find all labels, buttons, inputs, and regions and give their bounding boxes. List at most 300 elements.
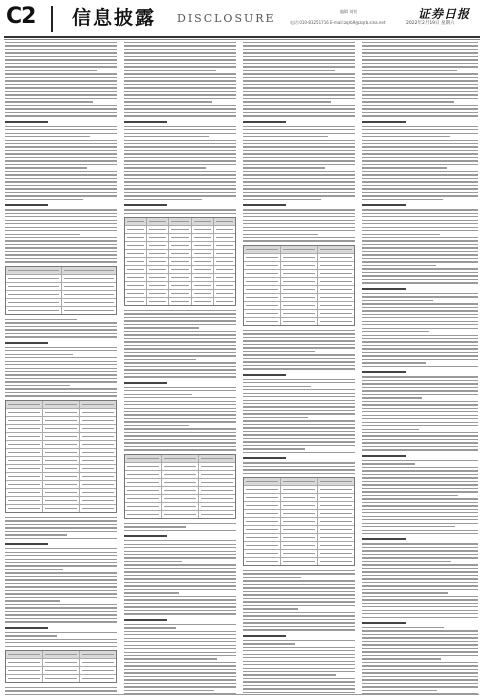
text-line xyxy=(5,244,117,245)
text-line xyxy=(5,199,83,200)
table-cell xyxy=(6,283,62,290)
text-line xyxy=(362,491,478,492)
text-line xyxy=(243,45,355,46)
text-line xyxy=(362,408,478,409)
table-cell xyxy=(281,254,318,261)
table-row xyxy=(125,226,235,234)
table-cell xyxy=(80,675,116,682)
text-line xyxy=(5,552,117,553)
table-cell xyxy=(214,298,235,305)
text-line xyxy=(124,157,236,158)
paragraph-heading xyxy=(124,382,167,384)
text-line xyxy=(362,627,444,628)
text-line xyxy=(362,613,478,614)
text-line xyxy=(243,66,355,67)
text-line xyxy=(124,42,236,43)
text-line xyxy=(5,188,117,189)
text-line xyxy=(243,153,355,154)
text-line xyxy=(243,413,355,414)
table-cell xyxy=(125,258,147,265)
text-line xyxy=(362,185,478,186)
text-line xyxy=(124,613,236,614)
text-line xyxy=(243,403,355,404)
text-line xyxy=(362,80,478,81)
text-line xyxy=(5,538,117,539)
text-line xyxy=(124,686,236,687)
text-line xyxy=(5,687,117,688)
text-line xyxy=(362,324,478,325)
text-line xyxy=(5,607,117,608)
text-line xyxy=(243,441,355,442)
text-line xyxy=(362,383,478,384)
text-line xyxy=(243,622,355,623)
table-cell xyxy=(199,455,235,462)
text-line xyxy=(124,199,202,200)
text-line xyxy=(243,605,355,606)
table-cell xyxy=(80,401,116,408)
text-line xyxy=(124,596,236,597)
table-row xyxy=(6,473,116,481)
text-line xyxy=(362,592,448,593)
table-cell xyxy=(43,417,80,424)
text-line xyxy=(362,105,478,106)
table-cell xyxy=(244,558,281,565)
table-cell xyxy=(318,534,354,541)
text-line xyxy=(362,293,478,294)
text-line xyxy=(5,112,117,113)
table-cell xyxy=(6,505,43,512)
text-line xyxy=(124,676,236,677)
table-cell xyxy=(244,318,281,325)
text-line xyxy=(124,80,236,81)
text-line xyxy=(362,648,478,649)
text-line xyxy=(243,668,355,669)
text-line xyxy=(243,643,295,644)
text-line xyxy=(362,314,478,315)
text-line xyxy=(5,618,117,619)
text-line xyxy=(362,275,478,276)
table-row xyxy=(125,290,235,298)
text-line xyxy=(362,240,478,241)
text-line xyxy=(5,531,117,532)
text-line xyxy=(243,406,355,407)
table-cell xyxy=(80,659,116,666)
text-line xyxy=(362,307,478,308)
text-line xyxy=(362,335,478,336)
table-cell xyxy=(80,497,116,504)
text-line xyxy=(124,324,236,325)
table-cell xyxy=(169,282,191,289)
text-line xyxy=(124,414,236,415)
text-line xyxy=(362,435,478,436)
table-cell xyxy=(244,270,281,277)
text-line xyxy=(362,578,478,579)
text-line xyxy=(243,340,355,341)
table-cell xyxy=(281,310,318,317)
table-row xyxy=(6,481,116,489)
text-line xyxy=(243,445,355,446)
table-cell xyxy=(43,465,80,472)
text-line xyxy=(124,369,236,370)
text-line xyxy=(362,387,478,388)
text-line xyxy=(362,495,458,496)
text-line xyxy=(124,341,236,342)
table-cell xyxy=(244,494,281,501)
table-cell xyxy=(244,534,281,541)
text-line xyxy=(124,544,236,545)
text-line xyxy=(5,565,117,566)
text-line xyxy=(5,604,117,605)
text-line xyxy=(243,382,355,383)
text-line xyxy=(5,42,117,43)
text-line xyxy=(243,400,355,401)
text-line xyxy=(5,548,117,549)
table-row xyxy=(125,298,235,305)
text-line xyxy=(362,84,478,85)
table-cell xyxy=(192,226,214,233)
text-line xyxy=(124,178,236,179)
text-line xyxy=(5,520,117,521)
table-row xyxy=(6,457,116,465)
table-cell xyxy=(147,298,169,305)
table-cell xyxy=(244,518,281,525)
section-title-en: DISCLOSURE xyxy=(177,12,276,25)
text-line xyxy=(124,631,236,632)
paragraph-heading xyxy=(362,288,406,290)
text-line xyxy=(243,427,355,428)
text-line xyxy=(243,98,355,99)
table-row xyxy=(244,286,354,294)
text-line xyxy=(362,547,478,548)
text-line xyxy=(362,59,478,60)
table-cell xyxy=(80,505,116,512)
text-line xyxy=(5,129,117,130)
text-line xyxy=(362,575,478,576)
text-line xyxy=(124,547,236,548)
text-line xyxy=(362,153,478,154)
table-row xyxy=(6,409,116,417)
text-line xyxy=(362,317,478,318)
text-line xyxy=(124,390,236,391)
text-line xyxy=(243,56,355,57)
text-line xyxy=(124,624,236,625)
table-cell xyxy=(43,425,80,432)
table-row xyxy=(244,246,354,254)
text-line xyxy=(124,568,236,569)
text-line xyxy=(124,143,236,144)
text-line xyxy=(124,195,236,196)
text-line xyxy=(243,234,318,235)
text-line xyxy=(362,662,478,663)
text-line xyxy=(243,438,355,439)
text-line xyxy=(124,45,236,46)
text-line xyxy=(243,42,355,43)
paragraph-heading xyxy=(243,204,286,206)
text-line xyxy=(362,321,478,322)
text-line xyxy=(243,63,355,64)
table-cell xyxy=(199,495,235,502)
table-cell xyxy=(162,503,199,510)
text-line xyxy=(124,129,236,130)
text-line xyxy=(243,220,355,221)
text-line xyxy=(362,557,478,558)
text-line xyxy=(243,195,355,196)
text-line xyxy=(362,220,478,221)
text-line xyxy=(5,322,117,323)
text-line xyxy=(5,237,117,238)
text-line xyxy=(362,126,478,127)
table-row xyxy=(6,307,116,314)
table-cell xyxy=(62,267,117,274)
text-line xyxy=(243,424,355,425)
table-row xyxy=(6,667,116,675)
text-line xyxy=(124,174,236,175)
table-cell xyxy=(281,526,318,533)
text-line xyxy=(362,42,478,43)
text-line xyxy=(243,594,355,595)
text-line xyxy=(5,527,117,528)
text-line xyxy=(362,272,478,273)
text-line xyxy=(124,645,236,646)
text-line xyxy=(5,52,117,53)
article-column-2 xyxy=(124,42,236,694)
text-line xyxy=(124,557,236,558)
text-line xyxy=(5,690,117,691)
table-row xyxy=(125,274,235,282)
text-line xyxy=(124,338,236,339)
table-cell xyxy=(244,310,281,317)
text-line xyxy=(362,303,478,304)
text-line xyxy=(362,474,478,475)
text-line xyxy=(5,84,117,85)
text-line xyxy=(362,115,478,116)
text-line xyxy=(362,331,429,332)
text-line xyxy=(243,347,355,348)
text-line xyxy=(362,505,478,506)
table-cell xyxy=(244,526,281,533)
text-line xyxy=(243,601,355,602)
text-line xyxy=(243,192,355,193)
text-line xyxy=(362,571,478,572)
text-line xyxy=(5,357,117,358)
text-line xyxy=(362,143,478,144)
text-line xyxy=(5,171,117,172)
table-cell xyxy=(43,449,80,456)
table-cell xyxy=(199,511,235,518)
table-cell xyxy=(318,502,354,509)
text-line xyxy=(362,223,478,224)
text-line xyxy=(5,49,117,50)
text-line xyxy=(362,644,478,645)
table-row xyxy=(244,270,354,278)
table-cell xyxy=(318,254,354,261)
text-line xyxy=(124,627,176,628)
table-cell xyxy=(125,298,147,305)
text-line xyxy=(362,543,478,544)
text-line xyxy=(362,45,478,46)
table-cell xyxy=(125,511,162,518)
table-row xyxy=(125,242,235,250)
section-title: 信息披露 xyxy=(72,7,157,29)
table-cell xyxy=(318,246,354,253)
text-line xyxy=(243,587,355,588)
text-line xyxy=(243,73,355,74)
table-row xyxy=(244,318,354,325)
paragraph-heading xyxy=(124,204,167,206)
text-line xyxy=(124,140,236,141)
text-line xyxy=(243,94,355,95)
text-line xyxy=(243,626,355,627)
table-cell xyxy=(43,675,80,682)
text-line xyxy=(5,392,117,393)
text-line xyxy=(124,397,236,398)
text-line xyxy=(243,619,355,620)
text-line xyxy=(5,361,117,362)
table-cell xyxy=(318,550,354,557)
text-line xyxy=(362,247,478,248)
text-line xyxy=(5,227,117,228)
table-cell xyxy=(244,254,281,261)
text-line xyxy=(362,348,478,349)
table-cell xyxy=(6,291,62,298)
table-cell xyxy=(6,417,43,424)
table-cell xyxy=(80,489,116,496)
table-cell xyxy=(43,505,80,512)
text-line xyxy=(124,355,236,356)
table-row xyxy=(6,449,116,457)
text-line xyxy=(124,439,236,440)
text-line xyxy=(5,569,63,570)
text-line xyxy=(5,611,117,612)
text-line xyxy=(5,66,117,67)
text-line xyxy=(362,146,478,147)
text-line xyxy=(243,230,355,231)
table-row xyxy=(244,502,354,510)
table-cell xyxy=(6,465,43,472)
table-cell xyxy=(281,502,318,509)
text-line xyxy=(243,160,355,161)
text-line xyxy=(5,395,117,396)
table-cell xyxy=(281,246,318,253)
table-cell xyxy=(192,234,214,241)
text-line xyxy=(243,240,355,241)
text-line xyxy=(362,411,478,412)
table-cell xyxy=(192,218,214,225)
text-line xyxy=(243,333,355,334)
text-line xyxy=(362,70,457,71)
table-row xyxy=(125,495,235,503)
text-line xyxy=(243,358,355,359)
masthead-divider xyxy=(51,6,53,32)
table-cell xyxy=(169,298,191,305)
paragraph-heading xyxy=(243,635,286,637)
disclosure-table xyxy=(243,477,355,566)
text-line xyxy=(5,70,97,71)
text-line xyxy=(124,658,217,659)
table-cell xyxy=(43,489,80,496)
text-line xyxy=(362,651,478,652)
table-cell xyxy=(199,471,235,478)
text-line xyxy=(243,640,355,641)
table-cell xyxy=(125,250,147,257)
table-row xyxy=(6,489,116,497)
table-row xyxy=(6,425,116,433)
table-row xyxy=(125,258,235,266)
table-cell xyxy=(6,433,43,440)
table-cell xyxy=(169,258,191,265)
text-line xyxy=(124,70,216,71)
text-line xyxy=(124,146,236,147)
text-line xyxy=(362,56,478,57)
table-row xyxy=(125,479,235,487)
text-line xyxy=(5,143,117,144)
text-line xyxy=(362,422,478,423)
text-line xyxy=(124,101,212,102)
text-line xyxy=(124,683,236,684)
table-cell xyxy=(6,667,43,674)
text-line xyxy=(124,449,236,450)
text-line xyxy=(362,679,478,680)
text-line xyxy=(124,575,236,576)
table-cell xyxy=(43,667,80,674)
text-line xyxy=(243,657,355,658)
table-cell xyxy=(80,481,116,488)
text-line xyxy=(243,469,355,470)
table-row xyxy=(244,294,354,302)
text-line xyxy=(362,523,478,524)
text-line xyxy=(124,66,236,67)
text-line xyxy=(243,650,355,651)
text-line xyxy=(5,639,117,640)
table-row xyxy=(6,465,116,473)
text-line xyxy=(362,484,478,485)
text-line xyxy=(243,612,355,613)
text-line xyxy=(124,112,236,113)
text-line xyxy=(243,386,311,387)
text-line xyxy=(243,171,355,172)
text-line xyxy=(362,112,478,113)
text-line xyxy=(124,564,236,565)
text-line xyxy=(362,463,415,464)
text-line xyxy=(124,348,236,349)
table-row xyxy=(125,234,235,242)
table-row xyxy=(244,510,354,518)
text-line xyxy=(243,136,328,137)
paragraph-heading xyxy=(124,121,167,123)
text-line xyxy=(5,364,117,365)
text-line xyxy=(362,171,478,172)
table-cell xyxy=(80,425,116,432)
text-line xyxy=(243,237,355,238)
paragraph-heading xyxy=(5,543,48,545)
text-line xyxy=(362,596,478,597)
table-row xyxy=(244,302,354,310)
text-line xyxy=(124,115,236,116)
text-line xyxy=(5,326,117,327)
table-cell xyxy=(62,299,117,306)
text-line xyxy=(362,516,478,517)
text-line xyxy=(362,610,478,611)
text-line xyxy=(5,230,117,231)
text-line xyxy=(124,425,189,426)
text-line xyxy=(124,408,236,409)
table-cell xyxy=(125,242,147,249)
table-row xyxy=(6,299,116,307)
text-line xyxy=(362,530,478,531)
text-line xyxy=(362,582,478,583)
table-row xyxy=(125,282,235,290)
text-line xyxy=(243,434,355,435)
